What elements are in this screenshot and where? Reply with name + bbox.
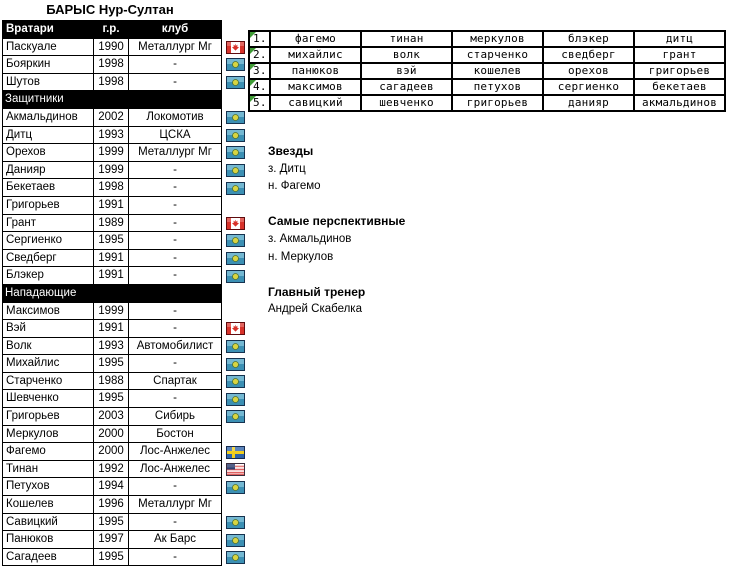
player-flag-cell <box>222 460 251 478</box>
line-number-cell[interactable]: 2. <box>249 47 270 63</box>
player-year-cell[interactable]: 1995 <box>94 513 129 531</box>
player-flag-cell <box>222 320 251 338</box>
roster-player-row <box>3 38 251 56</box>
player-club-cell[interactable]: Автомобилист <box>129 337 222 355</box>
player-club-cell[interactable]: - <box>129 73 222 91</box>
line-player-cell[interactable]: панюков <box>270 63 361 79</box>
player-name-cell[interactable]: Тинан <box>3 460 94 478</box>
player-flag-cell <box>222 38 251 56</box>
kazakhstan-flag-icon <box>226 111 245 124</box>
player-club-cell[interactable]: - <box>129 548 222 566</box>
player-flag-cell <box>222 267 251 285</box>
player-year-cell[interactable]: 1995 <box>94 355 129 373</box>
player-name-cell[interactable]: Меркулов <box>3 425 94 443</box>
player-club-cell[interactable]: - <box>129 161 222 179</box>
player-club-cell[interactable]: - <box>129 513 222 531</box>
player-name-cell[interactable]: Данияр <box>3 161 94 179</box>
prospects-item-1: з. Акмальдинов <box>268 232 352 245</box>
cell-error-triangle-icon <box>250 96 256 102</box>
player-year-cell[interactable]: 1991 <box>94 196 129 214</box>
player-flag-cell <box>222 73 251 91</box>
roster-section-row <box>3 91 251 109</box>
line-number-cell[interactable]: 1. <box>249 31 270 47</box>
roster-player-row <box>3 478 251 496</box>
cell-error-triangle-icon <box>250 48 256 54</box>
player-name-cell[interactable]: Вэй <box>3 320 94 338</box>
coach-name: Андрей Скабелка <box>268 303 362 316</box>
roster-header-year[interactable]: г.р. <box>94 21 129 39</box>
player-year-cell[interactable]: 1994 <box>94 478 129 496</box>
player-name-cell[interactable]: Григорьев <box>3 408 94 426</box>
line-player-cell[interactable]: старченко <box>452 47 543 63</box>
player-club-cell[interactable]: Металлург Мг <box>129 144 222 162</box>
player-name-cell[interactable]: Сведберг <box>3 249 94 267</box>
line-number-cell[interactable]: 3. <box>249 63 270 79</box>
player-year-cell[interactable]: 1991 <box>94 320 129 338</box>
player-year-cell[interactable]: 1993 <box>94 126 129 144</box>
coach-heading: Главный тренер <box>268 284 366 299</box>
info-gap <box>268 196 405 214</box>
kazakhstan-flag-icon <box>226 516 245 529</box>
player-name-cell[interactable]: Григорьев <box>3 196 94 214</box>
player-name-cell[interactable]: Бекетаев <box>3 179 94 197</box>
roster-player-row <box>3 372 251 390</box>
player-year-cell[interactable]: 1998 <box>94 179 129 197</box>
player-year-cell[interactable]: 1992 <box>94 460 129 478</box>
stars-item-1: з. Дитц <box>268 162 306 175</box>
player-name-cell[interactable]: Петухов <box>3 478 94 496</box>
line-number-cell[interactable]: 4. <box>249 79 270 95</box>
kazakhstan-flag-icon <box>226 410 245 423</box>
player-flag-cell <box>222 302 251 320</box>
player-year-cell[interactable]: 1990 <box>94 38 129 56</box>
line-player-cell[interactable]: грант <box>634 47 725 63</box>
player-flag-cell <box>222 214 251 232</box>
line-player-cell[interactable]: кошелев <box>452 63 543 79</box>
cell-error-triangle-icon <box>250 32 256 38</box>
player-year-cell[interactable]: 1995 <box>94 232 129 250</box>
player-flag-cell <box>222 372 251 390</box>
canada-flag-icon <box>226 217 245 230</box>
lines-body <box>249 31 725 111</box>
roster-player-row <box>3 425 251 443</box>
player-flag-cell <box>222 531 251 549</box>
roster-player-row <box>3 126 251 144</box>
player-name-cell[interactable]: Паскуале <box>3 38 94 56</box>
player-club-cell[interactable]: ЦСКА <box>129 126 222 144</box>
player-year-cell[interactable]: 2000 <box>94 443 129 461</box>
player-name-cell[interactable]: Грант <box>3 214 94 232</box>
player-club-cell[interactable]: Ак Барс <box>129 531 222 549</box>
player-flag-cell <box>222 496 251 514</box>
player-flag-cell <box>222 548 251 566</box>
player-year-cell[interactable]: 1991 <box>94 249 129 267</box>
player-year-cell[interactable]: 1999 <box>94 302 129 320</box>
player-flag-cell <box>222 513 251 531</box>
player-club-cell[interactable]: Металлург Мг <box>129 38 222 56</box>
line-player-cell[interactable]: сведберг <box>543 47 634 63</box>
kazakhstan-flag-icon <box>226 393 245 406</box>
kazakhstan-flag-icon <box>226 58 245 71</box>
kazakhstan-flag-icon <box>226 182 245 195</box>
roster-body <box>3 38 251 566</box>
player-name-cell[interactable]: Бояркин <box>3 56 94 74</box>
player-name-cell[interactable]: Панюков <box>3 531 94 549</box>
roster-player-row <box>3 496 251 514</box>
roster-table <box>2 20 251 566</box>
line-player-cell[interactable]: бекетаев <box>634 79 725 95</box>
roster-player-row <box>3 144 251 162</box>
roster-player-row <box>3 302 251 320</box>
line-player-cell[interactable]: шевченко <box>361 95 452 111</box>
line-row <box>249 47 725 63</box>
line-player-cell[interactable]: михайлис <box>270 47 361 63</box>
line-player-cell[interactable]: григорьев <box>452 95 543 111</box>
player-name-cell[interactable]: Старченко <box>3 372 94 390</box>
roster-player-row <box>3 56 251 74</box>
kazakhstan-flag-icon <box>226 551 245 564</box>
cell-error-triangle-icon <box>250 64 256 70</box>
section-flag-spacer <box>222 91 251 109</box>
line-player-cell[interactable]: сергиенко <box>543 79 634 95</box>
roster-player-row <box>3 267 251 285</box>
player-flag-cell <box>222 355 251 373</box>
player-name-cell[interactable]: Фагемо <box>3 443 94 461</box>
player-flag-cell <box>222 390 251 408</box>
player-name-cell[interactable]: Шутов <box>3 73 94 91</box>
roster-player-row <box>3 161 251 179</box>
player-flag-cell <box>222 232 251 250</box>
player-club-cell[interactable]: - <box>129 232 222 250</box>
line-row <box>249 79 725 95</box>
roster-section-row <box>3 284 251 302</box>
line-number-cell[interactable]: 5. <box>249 95 270 111</box>
player-name-cell[interactable]: Михайлис <box>3 355 94 373</box>
player-year-cell[interactable]: 1991 <box>94 267 129 285</box>
roster-player-row <box>3 513 251 531</box>
line-player-cell[interactable]: орехов <box>543 63 634 79</box>
player-year-cell[interactable]: 2003 <box>94 408 129 426</box>
player-club-cell[interactable]: Спартак <box>129 372 222 390</box>
kazakhstan-flag-icon <box>226 534 245 547</box>
player-name-cell[interactable]: Сергиенко <box>3 232 94 250</box>
player-club-cell[interactable]: - <box>129 355 222 373</box>
player-club-cell[interactable]: - <box>129 179 222 197</box>
roster-player-row <box>3 73 251 91</box>
player-club-cell[interactable]: Сибирь <box>129 408 222 426</box>
kazakhstan-flag-icon <box>226 252 245 265</box>
info-gap <box>268 266 405 284</box>
kazakhstan-flag-icon <box>226 270 245 283</box>
roster-player-row <box>3 355 251 373</box>
player-year-cell[interactable]: 1989 <box>94 214 129 232</box>
roster-player-row <box>3 249 251 267</box>
player-year-cell[interactable]: 1999 <box>94 161 129 179</box>
player-club-cell[interactable]: - <box>129 320 222 338</box>
kazakhstan-flag-icon <box>226 146 245 159</box>
player-club-cell[interactable]: - <box>129 390 222 408</box>
prospects-item-2: н. Меркулов <box>268 250 334 263</box>
kazakhstan-flag-icon <box>226 358 245 371</box>
kazakhstan-flag-icon <box>226 129 245 142</box>
cell-error-triangle-icon <box>250 80 256 86</box>
line-row <box>249 63 725 79</box>
line-player-cell[interactable]: тинан <box>361 31 452 47</box>
kazakhstan-flag-icon <box>226 76 245 89</box>
canada-flag-icon <box>226 322 245 335</box>
player-flag-cell <box>222 337 251 355</box>
section-label[interactable]: Защитники <box>3 91 222 109</box>
kazakhstan-flag-icon <box>226 340 245 353</box>
roster-player-row <box>3 108 251 126</box>
player-name-cell[interactable]: Блэкер <box>3 267 94 285</box>
player-club-cell[interactable]: Лос-Анжелес <box>129 443 222 461</box>
lines-table <box>248 30 726 112</box>
roster-player-row <box>3 196 251 214</box>
player-name-cell[interactable]: Шевченко <box>3 390 94 408</box>
player-year-cell[interactable]: 2000 <box>94 425 129 443</box>
player-club-cell[interactable]: Лос-Анжелес <box>129 460 222 478</box>
roster-player-row <box>3 179 251 197</box>
line-player-cell[interactable]: данияр <box>543 95 634 111</box>
info-panel <box>268 143 405 319</box>
player-club-cell[interactable]: Бостон <box>129 425 222 443</box>
roster-header-club[interactable]: клуб <box>129 21 222 39</box>
line-player-cell[interactable]: григорьев <box>634 63 725 79</box>
player-name-cell[interactable]: Дитц <box>3 126 94 144</box>
roster-player-row <box>3 214 251 232</box>
stars-heading: Звезды <box>268 144 314 158</box>
roster-player-row <box>3 320 251 338</box>
player-flag-cell <box>222 249 251 267</box>
player-club-cell[interactable]: Локомотив <box>129 108 222 126</box>
line-player-cell[interactable]: савицкий <box>270 95 361 111</box>
kazakhstan-flag-icon <box>226 234 245 247</box>
line-player-cell[interactable]: петухов <box>452 79 543 95</box>
sweden-flag-icon <box>226 446 245 459</box>
roster-player-row <box>3 232 251 250</box>
player-year-cell[interactable]: 2002 <box>94 108 129 126</box>
line-player-cell[interactable]: фагемо <box>270 31 361 47</box>
usa-flag-icon <box>226 463 245 476</box>
roster-header-row <box>3 21 251 39</box>
line-row <box>249 95 725 111</box>
player-year-cell[interactable]: 1995 <box>94 390 129 408</box>
roster-player-row <box>3 408 251 426</box>
player-year-cell[interactable]: 1998 <box>94 73 129 91</box>
player-flag-cell <box>222 478 251 496</box>
player-flag-cell <box>222 144 251 162</box>
roster-player-row <box>3 443 251 461</box>
player-club-cell[interactable]: Металлург Мг <box>129 496 222 514</box>
player-club-cell[interactable]: - <box>129 56 222 74</box>
player-flag-cell <box>222 108 251 126</box>
player-flag-cell <box>222 179 251 197</box>
line-player-cell[interactable]: блэкер <box>543 31 634 47</box>
player-name-cell[interactable]: Кошелев <box>3 496 94 514</box>
player-flag-cell <box>222 425 251 443</box>
line-player-cell[interactable]: волк <box>361 47 452 63</box>
player-name-cell[interactable]: Максимов <box>3 302 94 320</box>
line-player-cell[interactable]: сагадеев <box>361 79 452 95</box>
section-label[interactable]: Нападающие <box>3 284 222 302</box>
player-flag-cell <box>222 443 251 461</box>
player-year-cell[interactable]: 1999 <box>94 144 129 162</box>
player-flag-cell <box>222 56 251 74</box>
player-year-cell[interactable]: 1995 <box>94 548 129 566</box>
player-flag-cell <box>222 196 251 214</box>
player-year-cell[interactable]: 1996 <box>94 496 129 514</box>
player-year-cell[interactable]: 1998 <box>94 56 129 74</box>
player-year-cell[interactable]: 1988 <box>94 372 129 390</box>
kazakhstan-flag-icon <box>226 164 245 177</box>
player-club-cell[interactable]: - <box>129 267 222 285</box>
player-club-cell[interactable]: - <box>129 478 222 496</box>
team-title: БАРЫС Нур-Султан <box>46 2 174 17</box>
player-flag-cell <box>222 126 251 144</box>
line-player-cell[interactable]: максимов <box>270 79 361 95</box>
roster-player-row <box>3 531 251 549</box>
player-club-cell[interactable]: - <box>129 302 222 320</box>
player-year-cell[interactable]: 1993 <box>94 337 129 355</box>
kazakhstan-flag-icon <box>226 481 245 494</box>
roster-player-row <box>3 460 251 478</box>
player-club-cell[interactable]: - <box>129 196 222 214</box>
roster-header-flag-spacer <box>222 21 251 39</box>
player-name-cell[interactable]: Волк <box>3 337 94 355</box>
line-player-cell[interactable]: акмальдинов <box>634 95 725 111</box>
player-flag-cell <box>222 161 251 179</box>
stars-item-2: н. Фагемо <box>268 180 321 193</box>
player-name-cell[interactable]: Орехов <box>3 144 94 162</box>
kazakhstan-flag-icon <box>226 375 245 388</box>
roster-player-row <box>3 548 251 566</box>
section-flag-spacer <box>222 284 251 302</box>
player-club-cell[interactable]: - <box>129 214 222 232</box>
player-name-cell[interactable]: Сагадеев <box>3 548 94 566</box>
player-name-cell[interactable]: Акмальдинов <box>3 108 94 126</box>
player-flag-cell <box>222 408 251 426</box>
line-player-cell[interactable]: вэй <box>361 63 452 79</box>
line-player-cell[interactable]: меркулов <box>452 31 543 47</box>
player-name-cell[interactable]: Савицкий <box>3 513 94 531</box>
player-club-cell[interactable]: - <box>129 249 222 267</box>
roster-header-goalies[interactable]: Вратари <box>3 21 94 39</box>
player-year-cell[interactable]: 1997 <box>94 531 129 549</box>
canada-flag-icon <box>226 41 245 54</box>
prospects-heading: Самые перспективные <box>268 214 406 229</box>
roster-player-row <box>3 390 251 408</box>
line-player-cell[interactable]: дитц <box>634 31 725 47</box>
line-row <box>249 31 725 47</box>
roster-player-row <box>3 337 251 355</box>
